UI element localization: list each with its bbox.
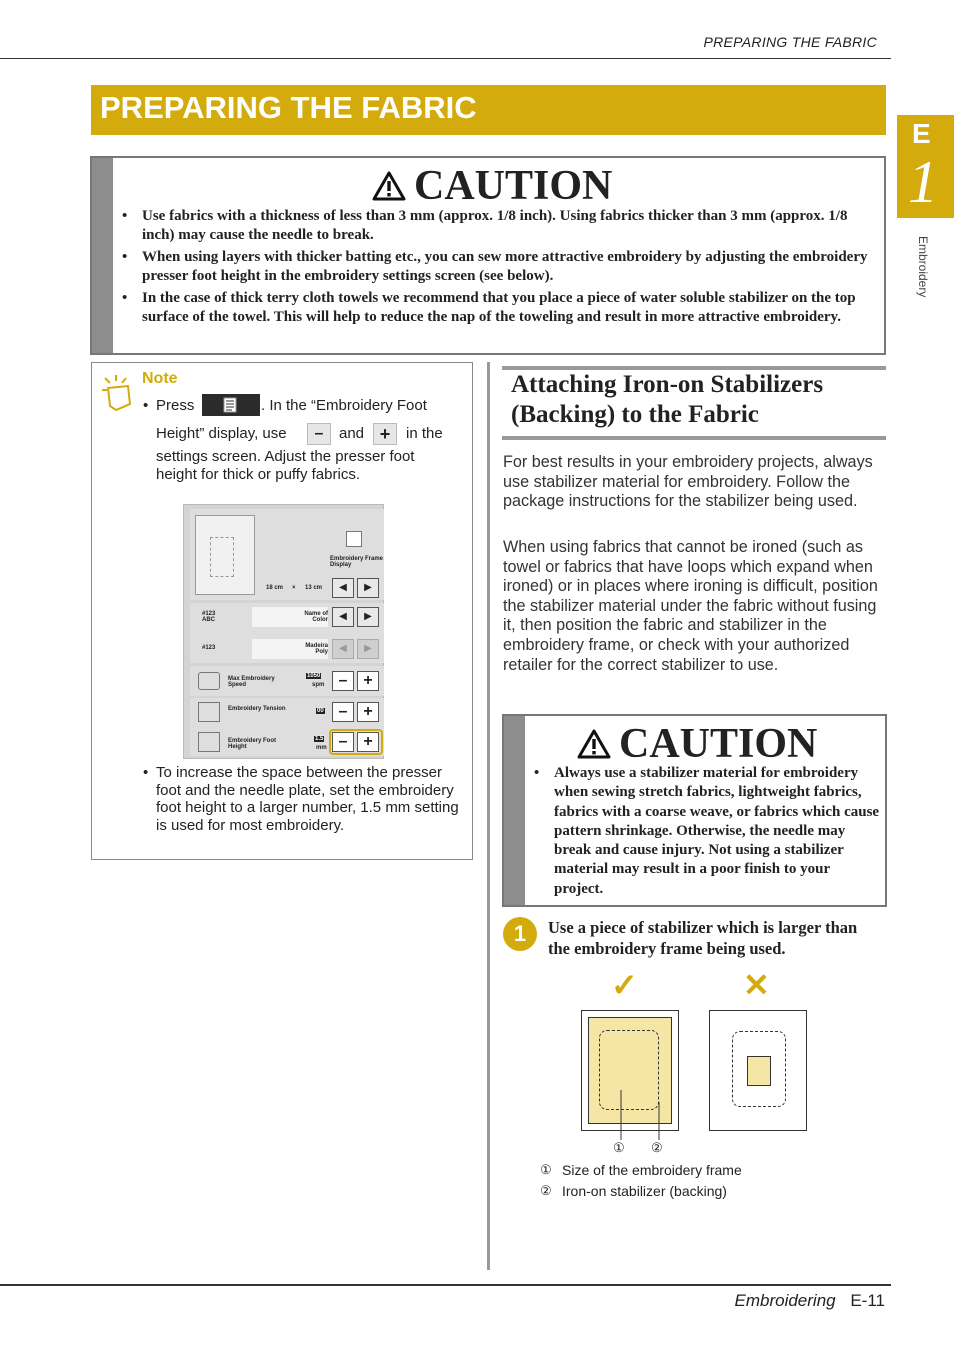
warning-icon [577, 729, 611, 759]
caution-strip [92, 158, 113, 353]
name-color-label: Name of Color [304, 611, 328, 623]
legend-num: ② [540, 1183, 552, 1198]
note-text: and [339, 425, 365, 442]
note-text: Height” display, use [156, 425, 287, 442]
tension-label: Embroidery Tension [228, 706, 286, 712]
section-heading: Attaching Iron-on Stabilizers (Backing) to the Fabric [511, 371, 824, 428]
color-name-row [190, 603, 384, 663]
note-text: Press [156, 397, 195, 414]
caution-title: CAUTION [619, 721, 818, 767]
arrow-right-button[interactable]: ▶ [357, 578, 379, 598]
speed-unit: spm [312, 682, 325, 688]
speed-icon [198, 672, 220, 690]
caution-strip [504, 716, 525, 905]
frame-icon [346, 531, 362, 547]
minus-button[interactable]: – [332, 732, 354, 752]
speed-value: 1050 [307, 673, 321, 679]
minus-button[interactable]: – [307, 423, 331, 445]
footer-rule [0, 1284, 891, 1286]
tension-icon [198, 702, 220, 722]
note-title: Note [142, 370, 178, 387]
caution-list [526, 764, 882, 902]
speed-label: Max Embroidery Speed [228, 676, 275, 688]
tension-foot-row [190, 698, 384, 756]
running-head: PREPARING THE FABRIC [703, 34, 877, 50]
note-text: settings screen. Adjust the presser foot height for thick or puffy fabrics. [156, 448, 415, 483]
caution-box-bottom [502, 714, 887, 907]
settings-button[interactable] [202, 394, 260, 416]
callout-lines [615, 1090, 665, 1142]
stabilizer-too-small [747, 1056, 771, 1086]
legend-num: ① [540, 1162, 552, 1177]
legend-text: Size of the embroidery frame [562, 1162, 742, 1178]
frame-size-a: 18 cm [266, 585, 284, 591]
body-paragraph: When using fabrics that cannot be ironed (such as towel or fabrics that have loops which expand when ironed) or in places where ironing is difficult, position the stabilizer material under the fabric without fusing it, then position the fabric and stabilizer in the embroidery frame, or check with your authorized retailer for the correct stabilizer to use. [503, 538, 878, 674]
frame-display-label: Embroidery Frame Display [330, 556, 384, 568]
tension-value: 00 [317, 708, 324, 714]
arrow-right-button[interactable]: ▶ [357, 639, 379, 659]
warning-icon [372, 171, 406, 201]
legend-text: Iron-on stabilizer (backing) [562, 1183, 727, 1199]
cross-icon: ✕ [743, 967, 770, 1003]
fabric-wrong [709, 1010, 807, 1131]
chapter-number: 1 [908, 149, 938, 215]
arrow-left-button[interactable]: ◀ [332, 639, 354, 659]
settings-screen [183, 504, 384, 759]
caution-heading [577, 720, 817, 768]
plus-button[interactable]: + [373, 423, 397, 445]
note-icon [102, 374, 136, 418]
top-rule [0, 58, 891, 59]
foot-height-value: 1.5 [315, 736, 324, 742]
foot-height-unit: mm [316, 745, 327, 751]
frame-size-x: × [292, 585, 296, 591]
check-icon: ✓ [611, 967, 638, 1003]
arrow-left-button[interactable]: ◀ [332, 578, 354, 598]
footer-section: Embroidering [734, 1291, 836, 1310]
chapter-letter: E [912, 118, 931, 149]
footer [735, 1291, 886, 1311]
note-bullet-2: • [143, 764, 149, 781]
callout-2: ② [651, 1140, 663, 1155]
minus-button[interactable]: – [332, 671, 354, 691]
foot-height-label: Embroidery Foot Height [228, 738, 277, 750]
arrow-right-button[interactable]: ▶ [357, 607, 379, 627]
settings-icon [223, 397, 237, 413]
caution-item: • In the case of thick terry cloth towels we recommend that you place a piece of water soluble stabilizer on the top surface of the towel. This will help to reduce the nap of the toweling and result in more attractive embroidery. [114, 289, 880, 328]
frame-display-row [190, 509, 384, 600]
speed-row [190, 666, 384, 696]
thread-icon: #123 [202, 645, 216, 651]
frame-size-b: 13 cm [305, 585, 323, 591]
step-number: 1 [503, 917, 537, 951]
note-bullet-1: • [143, 397, 149, 414]
note-text: in the [406, 425, 443, 442]
foot-icon [198, 732, 220, 752]
arrow-left-button[interactable]: ◀ [332, 607, 354, 627]
plus-button[interactable]: + [357, 732, 379, 752]
plus-button[interactable]: + [357, 702, 379, 722]
chapter-label: Embroidery [916, 236, 930, 298]
body-paragraph: For best results in your embroidery projects, always use stabilizer material for embroidery. Follow the package instructions for the stabilizer being used. [503, 453, 873, 511]
frame-preview [195, 515, 255, 595]
section-rule [502, 436, 886, 440]
page-title: PREPARING THE FABRIC [100, 90, 477, 125]
color-icon: #123 ABC [202, 611, 216, 623]
note-text: . In the “Embroidery Foot [261, 397, 427, 414]
caution-box-top [90, 156, 886, 355]
step-text: Use a piece of stabilizer which is larger than the embroidery frame being used. [548, 918, 858, 958]
callout-1: ① [613, 1140, 625, 1155]
note-text: To increase the space between the presser foot and the needle plate, set the embroidery foot height to a larger number, 1.5 mm setting is used for most embroidery. [156, 764, 459, 834]
caution-item: • Always use a stabilizer material for embroidery when sewing stretch fabrics, lightweight fabrics, fabrics with a coarse weave, or fabrics which cause pattern shrinkage. Otherwise, the needle may break and cause injury. Not using a stabilizer material may result in a poor finish to your project. [526, 764, 882, 899]
column-divider [487, 362, 490, 1270]
madeira-label: Madeira Poly [305, 643, 328, 655]
caution-list [114, 207, 880, 330]
caution-heading [372, 162, 612, 210]
caution-item: • Use fabrics with a thickness of less than 3 mm (approx. 1/8 inch). Using fabrics thicker than 3 mm (approx. 1/8 inch) may cause the needle to break. [114, 207, 880, 246]
page-number: E-11 [850, 1291, 885, 1310]
caution-title: CAUTION [414, 163, 613, 209]
plus-button[interactable]: + [357, 671, 379, 691]
minus-button[interactable]: – [332, 702, 354, 722]
caution-item: • When using layers with thicker batting etc., you can sew more attractive embroidery by adjusting the embroidery presser foot height in the embroidery settings screen (see below). [114, 248, 880, 287]
